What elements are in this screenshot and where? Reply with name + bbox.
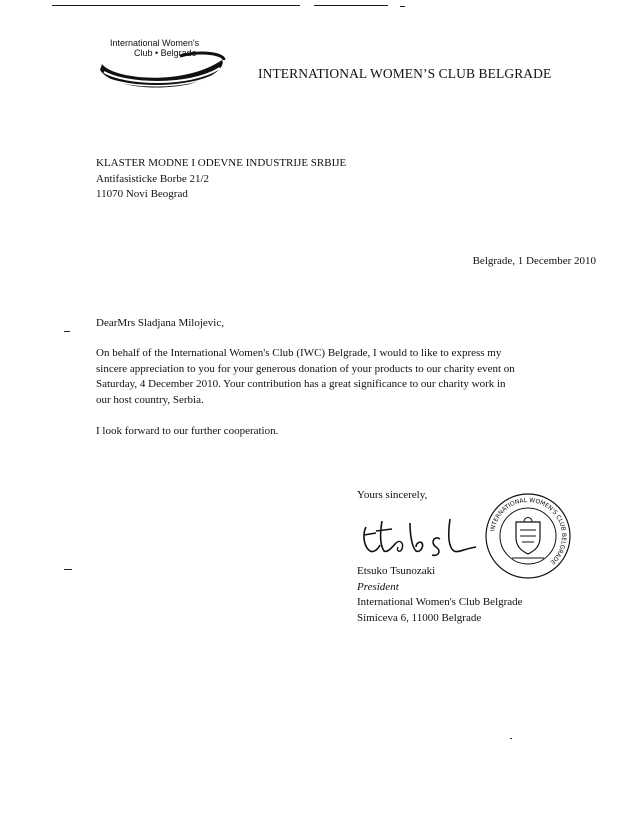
recipient-address <box>96 156 346 203</box>
signatory-address: Simiceva 6, 11000 Belgrade <box>357 611 482 624</box>
logo-text-line1: International Women's <box>110 38 200 48</box>
top-scan-rule-2 <box>314 5 388 6</box>
club-logo <box>94 34 234 94</box>
letterhead-title: INTERNATIONAL WOMEN’S CLUB BELGRADE <box>258 66 552 81</box>
body-paragraph-1 <box>96 346 596 408</box>
top-scan-dash <box>400 6 405 7</box>
body-line: On behalf of the International Women's Club (IWC) Belgrade, I would to like to express my <box>96 347 502 359</box>
signatory-name: Etsuko Tsunozaki <box>357 565 436 577</box>
body-line: our host country, Serbia. <box>96 393 204 406</box>
recipient-name: KLASTER MODNE I ODEVNE INDUSTRIJE SRBIJE <box>96 157 347 169</box>
signatory-title: President <box>357 580 399 593</box>
signatory-organization: International Women's Club Belgrade <box>357 596 523 608</box>
top-scan-rule <box>52 5 300 6</box>
svg-text:INTERNATIONAL WOMEN'S CLUB BEL: INTERNATIONAL WOMEN'S CLUB BELGRADE <box>489 496 568 566</box>
signature-block <box>357 564 523 626</box>
margin-mark <box>510 738 512 739</box>
body-paragraph-2: I look forward to our further cooperation. <box>96 425 279 437</box>
recipient-street: Antifasisticke Borbe 21/2 <box>96 172 210 185</box>
valediction: Yours sincerely, <box>357 489 428 501</box>
recipient-city: 11070 Novi Beograd <box>96 188 188 200</box>
body-line: sincere appreciation to you for your generous donation of your products to our charity event on <box>96 362 515 375</box>
margin-mark <box>64 569 72 570</box>
date-line: Belgrade, 1 December 2010 <box>472 255 596 267</box>
salutation: DearMrs Sladjana Milojevic, <box>96 317 224 329</box>
body-line: Saturday, 4 December 2010. Your contribution has a great significance to our charity work in <box>96 378 506 390</box>
handwritten-signature <box>358 513 482 563</box>
logo-text-line2: Club • Belgrade <box>134 48 197 58</box>
margin-mark <box>64 331 70 332</box>
